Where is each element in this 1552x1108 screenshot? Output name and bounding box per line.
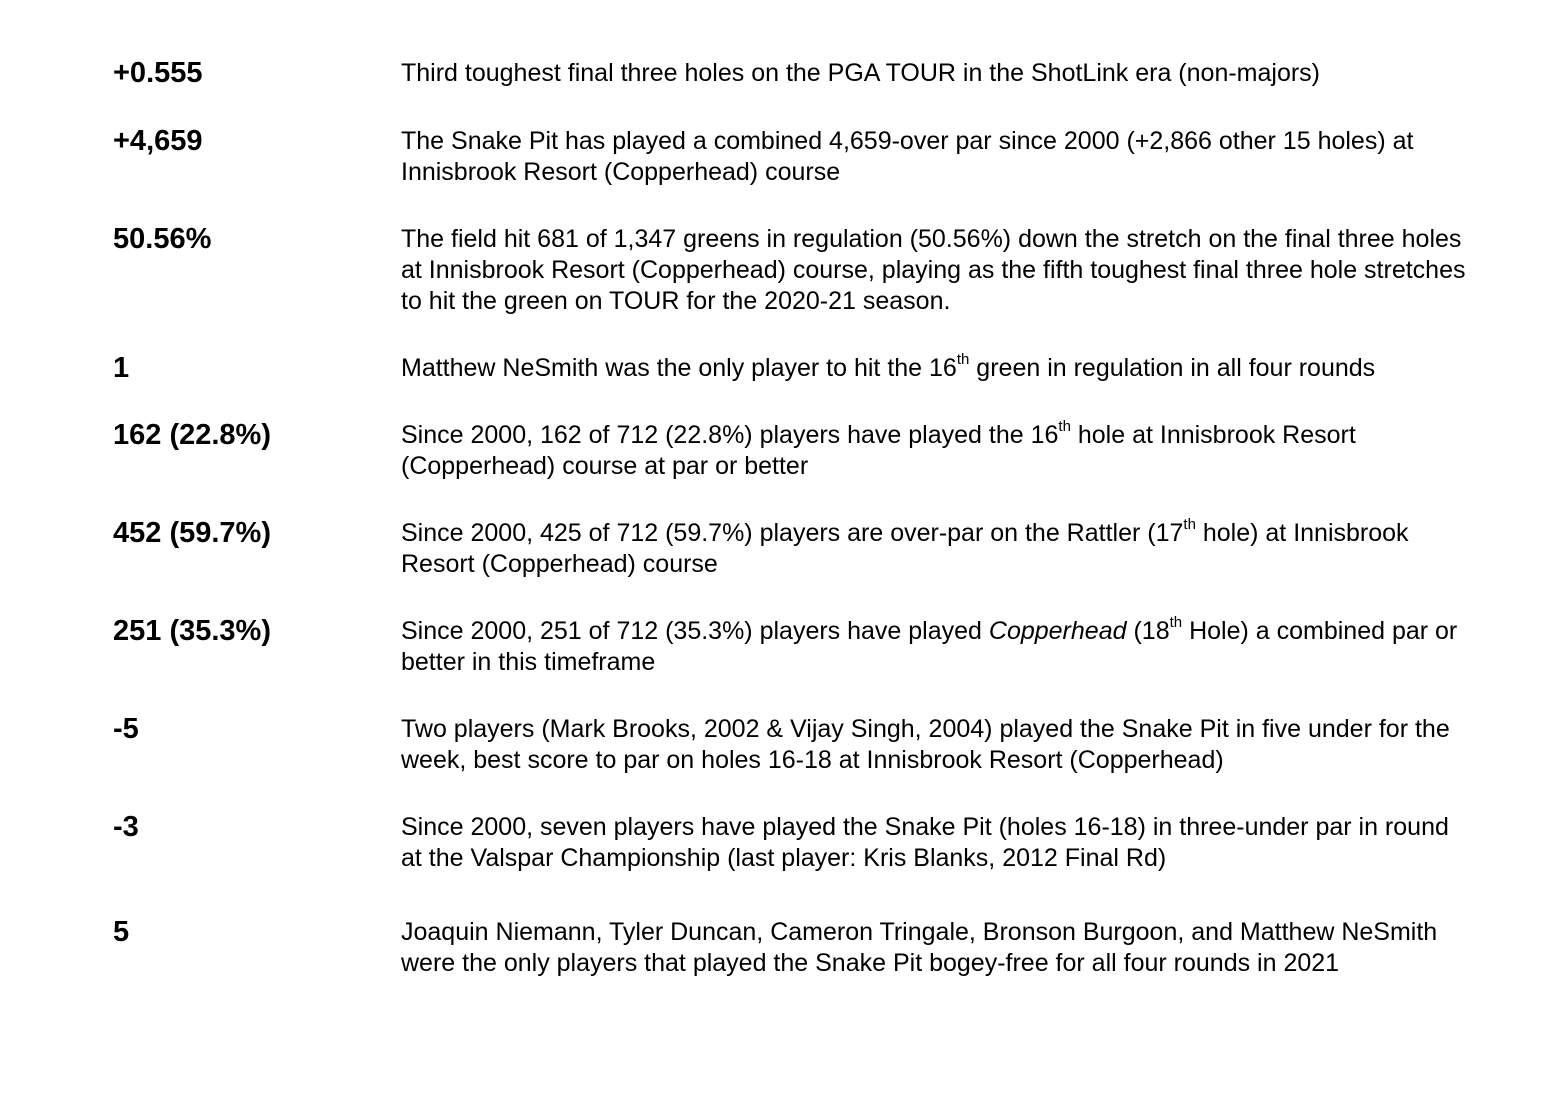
stat-description xyxy=(401,613,1471,678)
stat-value: 251 (35.3%) xyxy=(113,615,271,647)
stat-description-text: Since 2000, 251 of 712 (35.3%) players have played xyxy=(401,617,989,645)
ordinal-suffix: th xyxy=(1169,613,1183,631)
stat-description: Third toughest final three holes on the PGA TOUR in the ShotLink era (non-majors) xyxy=(401,59,1321,87)
ordinal-suffix: th xyxy=(1183,515,1196,533)
stat-description: Two players (Mark Brooks, 2002 & Vijay Singh, 2004) played the Snake Pit in five under for the week, best score to par on holes 16-18 at Innisbrook Resort (Copperhead) xyxy=(401,715,1450,774)
stat-description-text: (18 xyxy=(1126,617,1170,645)
stat-value: +4,659 xyxy=(113,125,203,157)
stat-description-text: Matthew NeSmith was the only player to hit the 16 xyxy=(401,354,957,382)
stat-description: Joaquin Niemann, Tyler Duncan, Cameron Tringale, Bronson Burgoon, and Matthew NeSmith were the only players that played the Snake Pit bogey-free for all four rounds in 2021 xyxy=(401,918,1438,977)
stat-value: -5 xyxy=(113,713,139,745)
ordinal-suffix: th xyxy=(956,350,970,368)
stat-value: 50.56% xyxy=(113,223,212,255)
hole-name-italic: Copperhead xyxy=(988,617,1127,645)
stat-description-text: Since 2000, 162 of 712 (22.8%) players have played the 16 xyxy=(401,421,1059,449)
stat-value: 452 (59.7%) xyxy=(113,517,271,549)
stat-description-text: Since 2000, 425 of 712 (59.7%) players are over-par on the Rattler (17 xyxy=(401,519,1184,547)
stat-value: 5 xyxy=(113,916,130,948)
stat-description xyxy=(401,417,1471,482)
stat-description-text: hole at Innisbrook Resort (Copperhead) course at par or better xyxy=(401,421,1356,480)
stat-description: The field hit 681 of 1,347 greens in regulation (50.56%) down the stretch on the final three holes at Innisbrook Resort (Copperhead) course, playing as the fifth toughest final three hole stretches to hit the green on TOUR for the 2020-21 season. xyxy=(401,225,1466,315)
stat-description-text: Hole) a combined par or better in this timeframe xyxy=(401,617,1458,676)
stat-description-text: green in regulation in all four rounds xyxy=(969,354,1376,382)
stat-value: 162 (22.8%) xyxy=(113,419,271,451)
stat-value: -3 xyxy=(113,811,139,843)
stat-value: +0.555 xyxy=(113,57,203,89)
stat-description: The Snake Pit has played a combined 4,659-over par since 2000 (+2,866 other 15 holes) at Innisbrook Resort (Copperhead) course xyxy=(401,127,1414,186)
stat-value: 1 xyxy=(113,352,130,384)
stat-description xyxy=(401,515,1471,580)
stat-description: Since 2000, seven players have played the Snake Pit (holes 16-18) in three-under par in round at the Valspar Championship (last player: Kris Blanks, 2012 Final Rd) xyxy=(401,813,1449,872)
stat-description xyxy=(401,350,1471,384)
ordinal-suffix: th xyxy=(1058,417,1071,435)
stat-description-text: hole) at Innisbrook Resort (Copperhead) course xyxy=(401,519,1409,578)
